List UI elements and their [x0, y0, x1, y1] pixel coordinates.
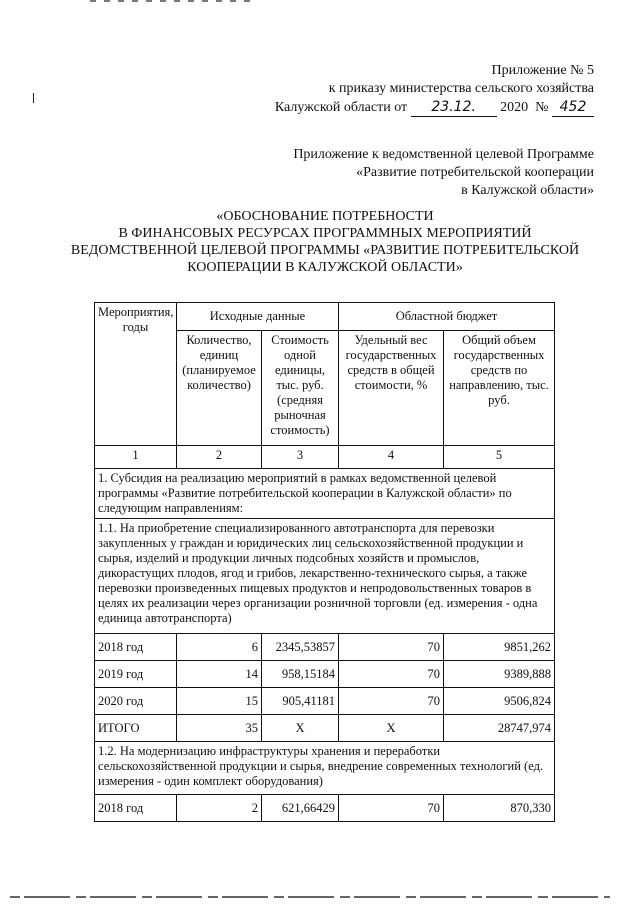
row-share: 70: [339, 688, 444, 715]
row-total: 9851,262: [444, 634, 555, 661]
table-header-row-1: [95, 303, 555, 331]
title-line-1: «ОБОСНОВАНИЕ ПОТРЕБНОСТИ: [216, 209, 434, 224]
total-label: ИТОГО: [95, 715, 177, 742]
region-prefix: Калужской области от: [274, 100, 408, 115]
section-1-text: 1. Субсидия на реализацию мероприятий в рамках ведомственной целевой программы «Развитие потребительской кооперации в Калужской области» по следующим направлениям:: [95, 469, 555, 519]
section-1-1-row: [95, 519, 555, 634]
col-number-3: 3: [262, 446, 339, 469]
row-year: 2020 год: [95, 688, 177, 715]
column-number-row: [95, 446, 555, 469]
row-quantity: 15: [177, 688, 262, 715]
scan-artifact-top: [90, 0, 250, 2]
row-year: 2018 год: [95, 795, 177, 822]
table-row: [95, 688, 555, 715]
row-quantity: 2: [177, 795, 262, 822]
row-share: 70: [339, 634, 444, 661]
section-1-2-text: 1.2. На модернизацию инфраструктуры хранения и переработки сельскохозяйственной продукции и сырья, внедрение современных технологий (ед. измерения - один комплект оборудования): [95, 742, 555, 795]
table-row: [95, 661, 555, 688]
title-line-4: КООПЕРАЦИИ В КАЛУЖСКОЙ ОБЛАСТИ»: [187, 260, 463, 275]
col-header-source-data: Исходные данные: [177, 303, 339, 331]
order-date-line: [275, 98, 594, 117]
col-number-5: 5: [444, 446, 555, 469]
row-unit-cost: 2345,53857: [262, 634, 339, 661]
row-unit-cost: 958,15184: [262, 661, 339, 688]
subheader-line-3: в Калужской области»: [461, 183, 594, 198]
total-share: Х: [339, 715, 444, 742]
document-title: [55, 208, 595, 276]
section-1-row: [95, 469, 555, 519]
col-number-2: 2: [177, 446, 262, 469]
row-year: 2018 год: [95, 634, 177, 661]
handwritten-date: 23.12.: [411, 98, 497, 117]
scan-artifact-bottom: [10, 896, 610, 898]
table-row: [95, 634, 555, 661]
total-row: [95, 715, 555, 742]
subheader-line-1: Приложение к ведомственной целевой Программе: [293, 147, 594, 162]
row-quantity: 14: [177, 661, 262, 688]
row-total: 870,330: [444, 795, 555, 822]
col-header-regional-budget: Областной бюджет: [339, 303, 555, 331]
justification-table: [94, 302, 555, 822]
order-reference: к приказу министерства сельского хозяйства: [328, 81, 594, 96]
col-header-total: Общий объем государственных средств по направлению, тыс. руб.: [444, 330, 555, 445]
total-unit-cost: Х: [262, 715, 339, 742]
order-year: 2020: [500, 100, 529, 115]
program-subheader: [293, 146, 594, 200]
order-header: [275, 62, 594, 117]
col-number-1: 1: [95, 446, 177, 469]
row-quantity: 6: [177, 634, 262, 661]
col-header-measures: Мероприятия, годы: [95, 303, 177, 446]
section-1-1-text: 1.1. На приобретение специализированного автотранспорта для перевозки закупленных у граждан и юридических лиц сельскохозяйственной продукции и сырья, изделий и продукции личных подсобных хозяйств и промыслов, дикорастущих плодов, ягод и грибов, лекарственно-технического сырья, а также перевозки произведенных пищевых продуктов и непродовольственных товаров в целях их реализации через организации розничной торговли (ед. измерения - одна единица автотранспорта): [95, 519, 555, 634]
title-line-2: В ФИНАНСОВЫХ РЕСУРСАХ ПРОГРАММНЫХ МЕРОПРИЯТИЙ: [118, 226, 532, 241]
col-header-quantity: Количество, единиц (планируемое количество): [177, 330, 262, 445]
row-total: 9506,824: [444, 688, 555, 715]
row-share: 70: [339, 661, 444, 688]
total-quantity: 35: [177, 715, 262, 742]
col-header-share: Удельный вес государственных средств в общей стоимости, %: [339, 330, 444, 445]
total-amount: 28747,974: [444, 715, 555, 742]
row-year: 2019 год: [95, 661, 177, 688]
col-header-unit-cost: Стоимость одной единицы, тыс. руб. (средняя рыночная стоимость): [262, 330, 339, 445]
appendix-number: Приложение № 5: [491, 63, 594, 78]
col-number-4: 4: [339, 446, 444, 469]
subheader-line-2: «Развитие потребительской кооперации: [356, 165, 594, 180]
number-sign: №: [535, 100, 549, 115]
row-unit-cost: 905,41181: [262, 688, 339, 715]
section-1-2-row: [95, 742, 555, 795]
handwritten-number: 452: [552, 98, 594, 117]
title-line-3: ВЕДОМСТВЕННОЙ ЦЕЛЕВОЙ ПРОГРАММЫ «РАЗВИТИЕ ПОТРЕБИТЕЛЬСКОЙ: [70, 243, 580, 258]
scan-artifact-left: [33, 93, 34, 103]
table-row: [95, 795, 555, 822]
row-unit-cost: 621,66429: [262, 795, 339, 822]
row-share: 70: [339, 795, 444, 822]
row-total: 9389,888: [444, 661, 555, 688]
